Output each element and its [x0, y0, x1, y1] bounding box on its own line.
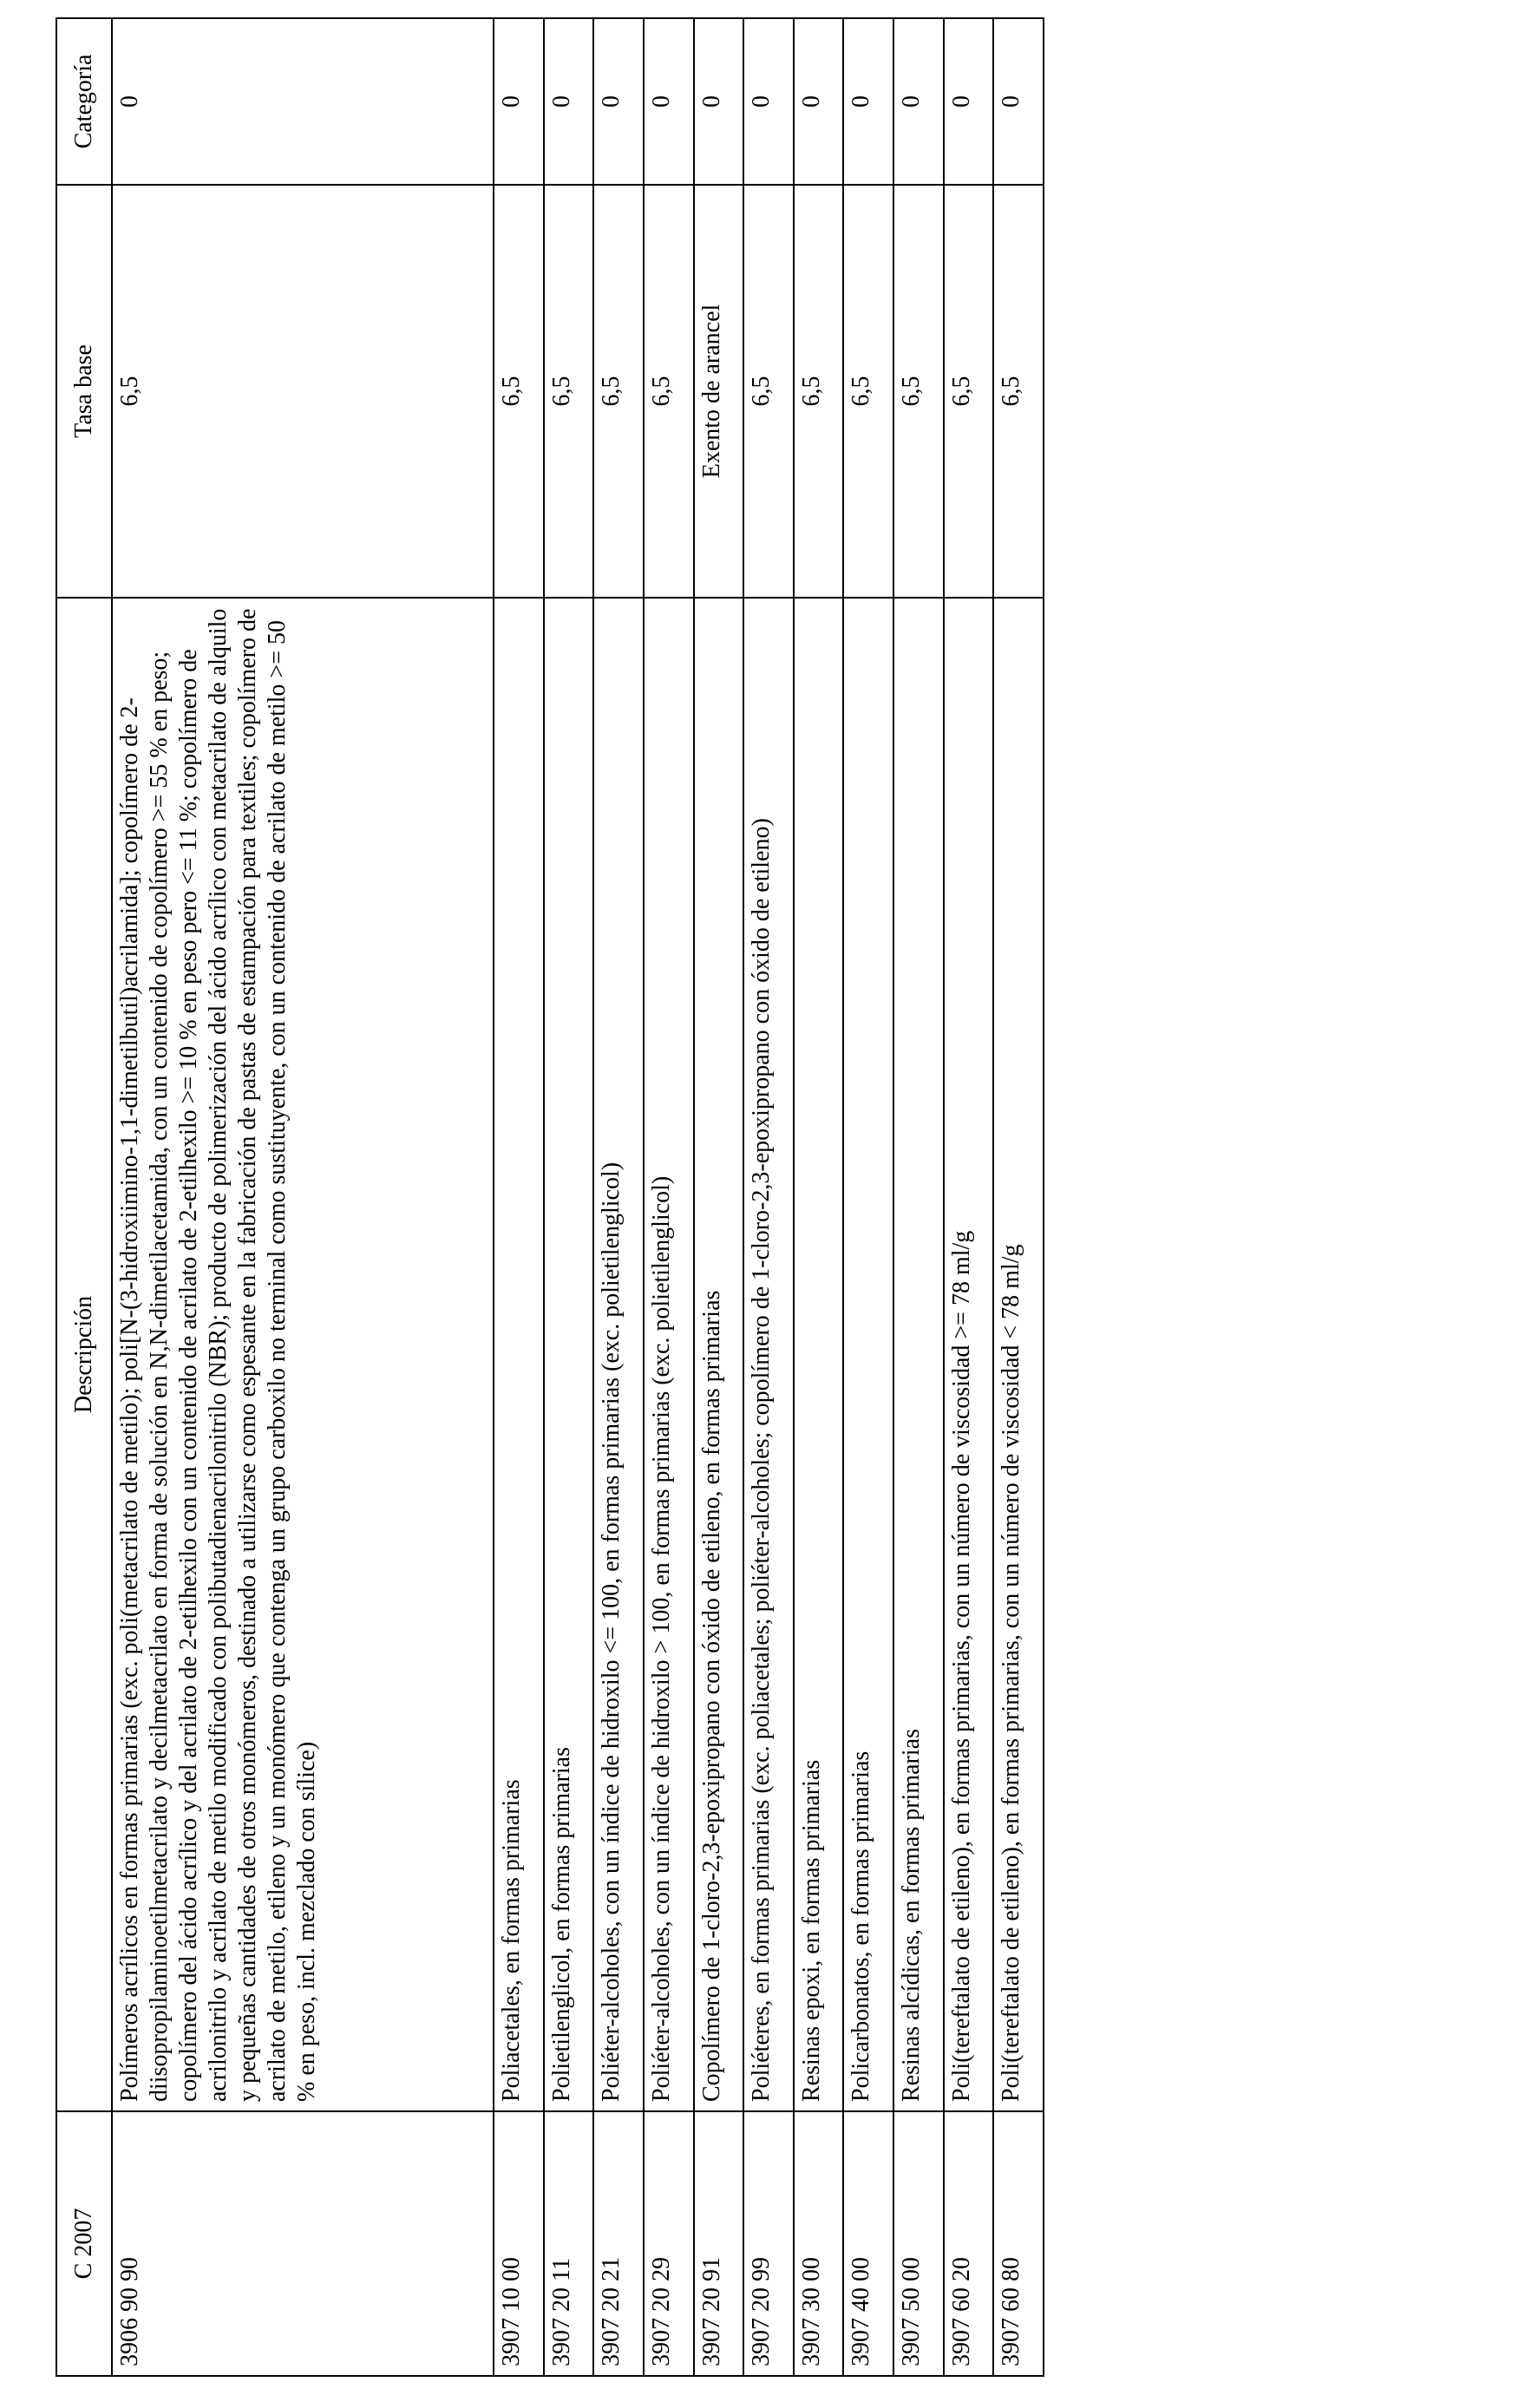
cell-description: Resinas epoxi, en formas primarias [794, 598, 844, 2111]
cell-rate: 6,5 [944, 185, 994, 598]
cell-description: Copolímero de 1-cloro-2,3-epoxipropano con óxido de etileno, en formas primarias [694, 598, 744, 2111]
header-code: C 2007 [56, 2111, 112, 2376]
cell-rate: 6,5 [993, 185, 1044, 598]
cell-description: Polietilenglicol, en formas primarias [544, 598, 594, 2111]
cell-code: 3907 20 29 [644, 2111, 694, 2376]
cell-code: 3907 60 20 [944, 2111, 994, 2376]
cell-rate: Exento de arancel [694, 185, 744, 598]
header-category: Categoría [56, 18, 112, 185]
cell-code: 3907 10 00 [494, 2111, 544, 2376]
table-row [843, 18, 893, 2376]
table-row [694, 18, 744, 2376]
cell-description: Poli(tereftalato de etileno), en formas primarias, con un número de viscosidad < 78 ml/g [993, 598, 1044, 2111]
table-row [544, 18, 594, 2376]
header-rate: Tasa base [56, 185, 112, 598]
cell-rate: 6,5 [893, 185, 944, 598]
table-row [644, 18, 694, 2376]
cell-rate: 6,5 [794, 185, 844, 598]
table-row [112, 18, 494, 2376]
rotated-page [56, 19, 1044, 2377]
cell-rate: 6,5 [112, 185, 494, 598]
cell-description: Poliéteres, en formas primarias (exc. poliacetales; poliéter-alcoholes; copolímero de 1-cloro-2,3-epoxipropano con óxido de etileno) [743, 598, 794, 2111]
cell-code: 3907 50 00 [893, 2111, 944, 2376]
cell-rate: 6,5 [544, 185, 594, 598]
header-description: Descripción [56, 598, 112, 2111]
table-row [494, 18, 544, 2376]
cell-category: 0 [644, 18, 694, 185]
cell-description: Policarbonatos, en formas primarias [843, 598, 893, 2111]
cell-rate: 6,5 [843, 185, 893, 598]
table-row [993, 18, 1044, 2376]
table-row [794, 18, 844, 2376]
cell-category: 0 [544, 18, 594, 185]
cell-category: 0 [843, 18, 893, 185]
cell-category: 0 [494, 18, 544, 185]
cell-category: 0 [944, 18, 994, 185]
cell-category: 0 [694, 18, 744, 185]
cell-description: Poliéter-alcoholes, con un índice de hidroxilo <= 100, en formas primarias (exc. polietilenglicol) [593, 598, 644, 2111]
cell-category: 0 [794, 18, 844, 185]
table-row [593, 18, 644, 2376]
cell-code: 3907 60 80 [993, 2111, 1044, 2376]
cell-description: Poli(tereftalato de etileno), en formas primarias, con un número de viscosidad >= 78 ml/g [944, 598, 994, 2111]
cell-code: 3906 90 90 [112, 2111, 494, 2376]
cell-description: Poliéter-alcoholes, con un índice de hidroxilo > 100, en formas primarias (exc. polietilenglicol) [644, 598, 694, 2111]
cell-description: Poliacetales, en formas primarias [494, 598, 544, 2111]
cell-code: 3907 30 00 [794, 2111, 844, 2376]
table-row [944, 18, 994, 2376]
cell-category: 0 [593, 18, 644, 185]
cell-description: Polímeros acrílicos en formas primarias (exc. poli(metacrilato de metilo); poli[N-(3-hidroxiimino-1,1-dimetilbutil)acrilamida]; copolímero de 2-diisopropilaminoetilmetacrilato y decilmetacrilato en forma de solución en N,N-dimetilacetamida, con un contenido de copolímero >= 55 % en peso; copolímero del ácido acrílico y del acrilato de 2-etilhexilo con un contenido de acrilato de 2-etilhexilo >= 10 % en peso pero <= 11 %; copolímero de acrilonitrilo y acrilato de metilo modificado con polibutadienacrilonitrilo (NBR); producto de polimerización del ácido acrílico con metacrilato de alquilo y pequeñas cantidades de otros monómeros, destinado a utilizarse como espesante en la fabricación de pastas de estampación para textiles; copolímero de acrilato de metilo, etileno y un monómero que contenga un grupo carboxilo no terminal como sustituyente, con un contenido de acrilato de metilo >= 50 % en peso, incl. mezclado con sílice) [112, 598, 494, 2111]
cell-code: 3907 20 11 [544, 2111, 594, 2376]
table-row [743, 18, 794, 2376]
cell-code: 3907 20 21 [593, 2111, 644, 2376]
cell-description: Resinas alcídicas, en formas primarias [893, 598, 944, 2111]
cell-code: 3907 40 00 [843, 2111, 893, 2376]
cell-rate: 6,5 [593, 185, 644, 598]
table-row [893, 18, 944, 2376]
cell-category: 0 [993, 18, 1044, 185]
cell-rate: 6,5 [743, 185, 794, 598]
table-header-row [56, 18, 112, 2376]
cell-category: 0 [743, 18, 794, 185]
cell-code: 3907 20 99 [743, 2111, 794, 2376]
cell-code: 3907 20 91 [694, 2111, 744, 2376]
cell-category: 0 [893, 18, 944, 185]
cell-category: 0 [112, 18, 494, 185]
cell-rate: 6,5 [494, 185, 544, 598]
cell-rate: 6,5 [644, 185, 694, 598]
tariff-table [56, 17, 1044, 2377]
